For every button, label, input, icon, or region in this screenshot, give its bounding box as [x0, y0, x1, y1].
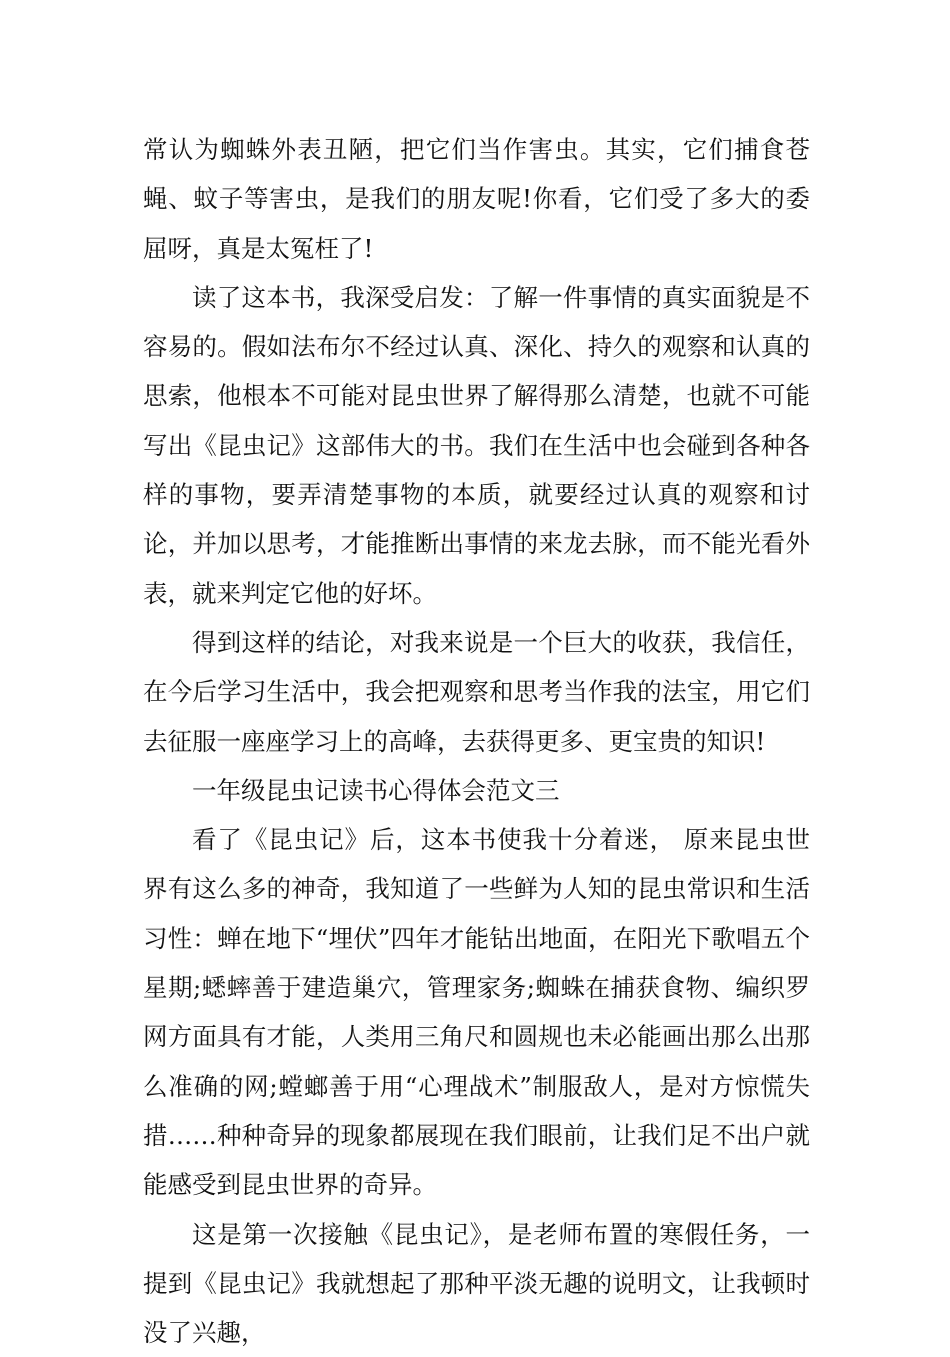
- section-heading: 一年级昆虫记读书心得体会范文三: [192, 775, 560, 805]
- document-body: [143, 125, 810, 1357]
- paragraph-insect-facts: 看了《昆虫记》后，这本书使我十分着迷， 原来昆虫世界有这么多的神奇，我知道了一些鲜为人知的昆虫常识和生活习性：蝉在地下“埋伏”四年才能钻出地面，在阳光下歌唱五个星期;蟋蟀善于建造巢穴，管理家务;蜘蛛在捕获食物、编织罗网方面具有才能，人类用三角尺和圆规也未必能画出那么出那么准确的网;螳螂善于用“心理战术”制服敌人，是对方惊慌失措……种种奇异的现象都展现在我们眼前，让我们足不出户就能感受到昆虫世界的奇异。: [143, 825, 810, 1200]
- paragraph-continuation: 常认为蜘蛛外表丑陋，把它们当作害虫。其实，它们捕食苍蝇、蚊子等害虫，是我们的朋友呢!你看，它们受了多大的委屈呀，真是太冤枉了!: [143, 135, 810, 263]
- paragraph-conclusion: 得到这样的结论，对我来说是一个巨大的收获，我信任，在今后学习生活中，我会把观察和思考当作我的法宝，用它们去征服一座座学习上的高峰，去获得更多、更宝贵的知识!: [143, 627, 810, 756]
- paragraph-reflection: 读了这本书，我深受启发：了解一件事情的真实面貌是不容易的。假如法布尔不经过认真、深化、持久的观察和认真的思索，他根本不可能对昆虫世界了解得那么清楚，也就不可能写出《昆虫记》这部伟大的书。我们在生活中也会碰到各种各样的事物，要弄清楚事物的本质，就要经过认真的观察和讨论，并加以思考，才能推断出事情的来龙去脉，而不能光看外表，就来判定它他的好坏。: [143, 282, 810, 608]
- paragraph-first-contact: 这是第一次接触《昆虫记》，是老师布置的寒假任务，一提到《昆虫记》我就想起了那种平淡无趣的说明文，让我顿时没了兴趣，: [143, 1219, 810, 1348]
